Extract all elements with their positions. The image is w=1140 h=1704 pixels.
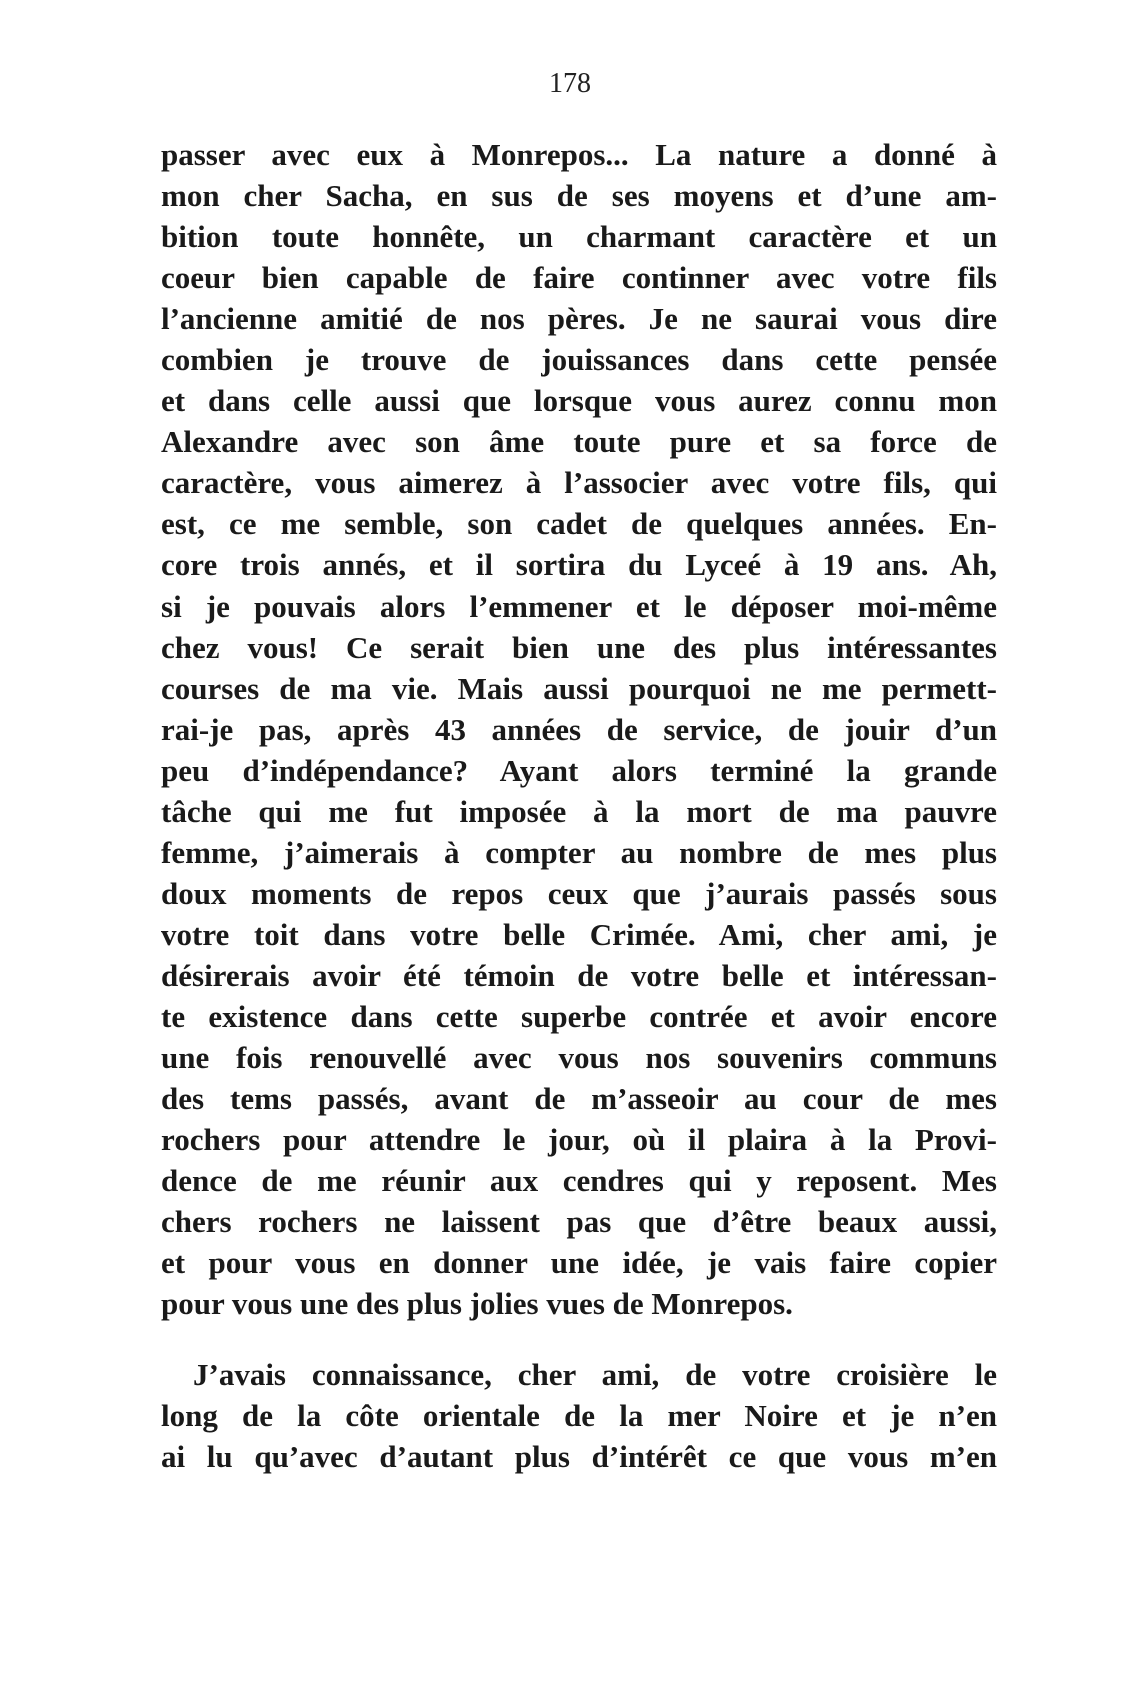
text-line: core trois annés, et il sortira du Lyceé à 19 ans. Ah, bbox=[161, 547, 997, 583]
text-line: si je pouvais alors l’emmener et le déposer moi-même bbox=[161, 588, 997, 624]
text-line: combien je trouve de jouissances dans cette pensée bbox=[161, 342, 997, 378]
text-line: rai-je pas, après 43 années de service, de jouir d’un bbox=[161, 711, 997, 747]
text-line: passer avec eux à Monrepos... La nature a donné à bbox=[161, 137, 997, 172]
text-line: et pour vous en donner une idée, je vais faire copier bbox=[161, 1245, 997, 1281]
text-line: des tems passés, avant de m’asseoir au cour de mes bbox=[161, 1081, 997, 1117]
text-line: te existence dans cette superbe contrée et avoir encore bbox=[161, 998, 997, 1034]
text-line: ai lu qu’avec d’autant plus d’intérêt ce que vous m’en bbox=[161, 1439, 997, 1475]
text-line: long de la côte orientale de la mer Noire et je n’en bbox=[161, 1398, 997, 1434]
text-line: chers rochers ne laissent pas que d’être beaux aussi, bbox=[161, 1204, 997, 1240]
text-line: pour vous une des plus jolies vues de Monrepos. bbox=[161, 1286, 793, 1322]
text-line: J’avais connaissance, cher ami, de votre croisière le bbox=[193, 1357, 997, 1392]
text-line: peu d’indépendance? Ayant alors terminé la grande bbox=[161, 752, 997, 788]
page-number: 178 bbox=[549, 68, 591, 99]
text-line: une fois renouvellé avec vous nos souvenirs communs bbox=[161, 1040, 997, 1076]
paragraph-2 bbox=[161, 1354, 997, 1477]
text-line: votre toit dans votre belle Crimée. Ami, cher ami, je bbox=[161, 916, 997, 952]
text-line: et dans celle aussi que lorsque vous aurez connu mon bbox=[161, 383, 997, 419]
text-line: caractère, vous aimerez à l’associer avec votre fils, qui bbox=[161, 465, 997, 501]
text-line: femme, j’aimerais à compter au nombre de mes plus bbox=[161, 834, 997, 870]
paragraph-1 bbox=[161, 134, 997, 1324]
text-line: est, ce me semble, son cadet de quelques années. En- bbox=[161, 506, 997, 542]
text-line: doux moments de repos ceux que j’aurais passés sous bbox=[161, 875, 997, 911]
text-line: bition toute honnête, un charmant caractère et un bbox=[161, 219, 997, 255]
text-line: rochers pour attendre le jour, où il plaira à la Provi- bbox=[161, 1122, 997, 1158]
text-line: Alexandre avec son âme toute pure et sa force de bbox=[161, 424, 997, 460]
text-line: tâche qui me fut imposée à la mort de ma pauvre bbox=[161, 793, 997, 829]
text-line: chez vous! Ce serait bien une des plus intéressantes bbox=[161, 629, 997, 665]
text-line: l’ancienne amitié de nos pères. Je ne saurai vous dire bbox=[161, 301, 997, 337]
text-line: mon cher Sacha, en sus de ses moyens et d’une am- bbox=[161, 178, 997, 214]
text-line: désirerais avoir été témoin de votre belle et intéressan- bbox=[161, 957, 997, 993]
text-line: coeur bien capable de faire continner avec votre fils bbox=[161, 260, 997, 296]
text-line: courses de ma vie. Mais aussi pourquoi ne me permett- bbox=[161, 670, 997, 706]
text-line: dence de me réunir aux cendres qui y reposent. Mes bbox=[161, 1163, 997, 1199]
